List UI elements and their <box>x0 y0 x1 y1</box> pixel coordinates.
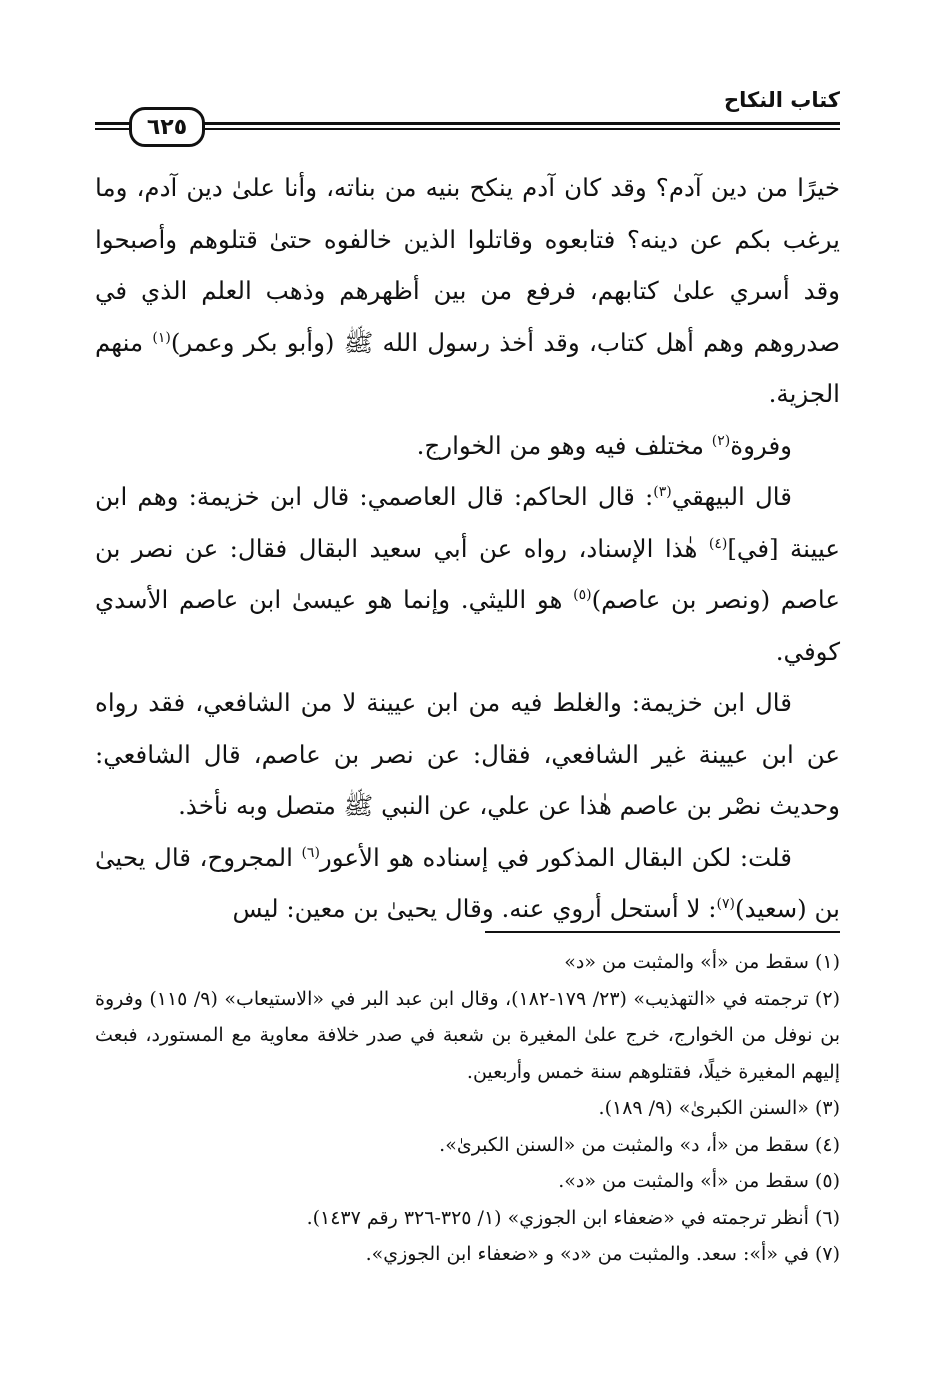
paragraph-5-mid: المجروح، قال يحيىٰ بن (سعيد) <box>95 842 840 923</box>
page-number: ٦٢٥ <box>129 107 205 147</box>
page-header <box>95 82 840 142</box>
footnotes <box>95 944 840 1273</box>
paragraph-2-text: وفروة <box>730 430 792 460</box>
footnote-2: (٢) ترجمته في «التهذيب» (٢٣/ ١٧٩-١٨٢)، وقال ابن عبد البر في «الاستيعاب» (٩/ ١١٥) وفروة بن نوفل من الخوارج، خرج علىٰ المغيرة بن شعبة في صدر خلافة معاوية مع المستورد، فبعث إليهم المغيرة خيلًا، فقتلوهم سنة خمس وأربعين. <box>95 987 840 1083</box>
paragraph-1 <box>95 162 840 420</box>
paragraph-3-text: قال البيهقي <box>671 482 792 511</box>
footnote-separator <box>485 931 840 933</box>
paragraph-1-end: منهم الجزية. <box>95 327 840 408</box>
paragraph-2-end: مختلف فيه وهو من الخوارج. <box>416 430 712 460</box>
paragraph-2 <box>95 420 840 472</box>
footnote-ref-7: (٧) <box>716 895 736 912</box>
paragraph-3-mid: : قال الحاكم: قال العاصمي: قال ابن خزيمة: وهم ابن عيينة [في] <box>95 482 840 563</box>
running-title: كتاب النكاح <box>724 88 840 112</box>
paragraph-5-text: قلت: لكن البقال المذكور في إسناده هو الأعور <box>319 842 792 872</box>
footnote-ref-3: (٣) <box>653 483 672 500</box>
footnote-5: (٥) سقط من «أ» والمثبت من «د». <box>558 1170 840 1192</box>
header-rule-thin <box>195 128 840 130</box>
header-rule-thick <box>195 122 840 125</box>
footnote-ref-2: (٢) <box>711 432 731 449</box>
footnote-6: (٦) أنظر ترجمته في «ضعفاء ابن الجوزي» (١/ ٣٢٥-٣٢٦ رقم ١٤٣٧). <box>306 1206 840 1229</box>
footnote-1: (١) سقط من «أ» والمثبت من «د» <box>564 951 840 973</box>
footnote-7: (٧) في «أ»: سعد. والمثبت من «د» و «ضعفاء ابن الجوزي». <box>365 1243 840 1265</box>
paragraph-3 <box>95 471 840 677</box>
footnote-ref-6: (٦) <box>301 844 320 861</box>
paragraph-4: قال ابن خزيمة: والغلط فيه من ابن عيينة لا من الشافعي، فقد رواه عن ابن عيينة غير الشافعي، فقال: عن نصر بن عاصم، قال الشافعي: وحديث نصْر بن عاصم هٰذا عن علي، عن النبي ﷺ متصل وبه نأخذ. <box>95 688 840 820</box>
footnote-ref-5: (٥) <box>573 586 592 603</box>
paragraph-3-end: هو الليثي. وإنما هو عيسىٰ ابن عاصم الأسدي كوفي. <box>95 585 840 666</box>
paragraph-5 <box>95 832 840 935</box>
footnote-ref-4: (٤) <box>708 535 728 552</box>
main-text <box>95 162 840 935</box>
paragraph-1-text: خيرًا من دين آدم؟ وقد كان آدم ينكح بنيه من بناته، وأنا علىٰ دين آدم، وما يرغب بكم عن دينه؟ فتابعوه وقاتلوا الذين خالفوه حتىٰ قتلوهم وأصبحوا وقد أسري علىٰ كتابهم، فرفع من بين أظهرهم وذهب العلم الذي في صدروهم وهم أهل كتاب، وقد أخذ رسول الله ﷺ (وأبو بكر وعمر) <box>95 173 840 357</box>
paragraph-5-end: : لا أستحل أروي عنه. وقال يحيىٰ بن معين: ليس <box>232 894 717 923</box>
paragraph-3-mid2: هٰذا الإسناد، رواه عن أبي سعيد البقال فقال: عن نصر بن عاصم (ونصر بن عاصم) <box>95 533 841 614</box>
footnote-ref-1: (١) <box>152 329 171 346</box>
footnote-4: (٤) سقط من «أ، د» والمثبت من «السنن الكبرىٰ». <box>439 1133 840 1156</box>
footnote-3: (٣) «السنن الكبرىٰ» (٩/ ١٨٩). <box>598 1097 840 1119</box>
